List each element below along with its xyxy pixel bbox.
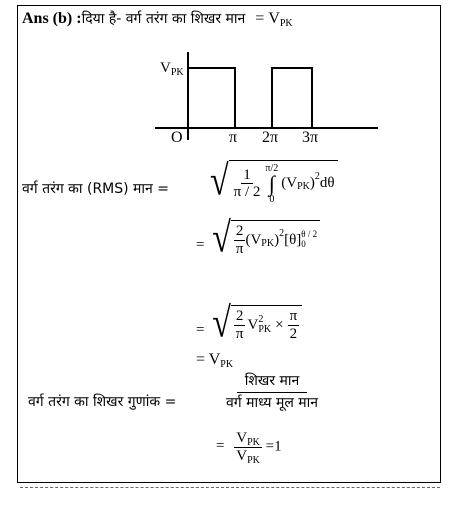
final-result: = $\frac{V_{PK}}{V_{PK}}$ =1	[216, 430, 282, 466]
integral: π/2 ∫ 0	[265, 163, 279, 205]
pulse-1	[188, 68, 235, 128]
tick-pi: π	[229, 129, 238, 146]
step-2: = √ $\frac{2}{\pi}$ (V PK ) 2 [θ] θ / 2 0	[196, 220, 320, 257]
one-over-pi2: $\frac{1}{\pi / 2}$	[233, 166, 261, 201]
crest-fraction: $\frac{\text{शिखर मान}}{\text{वर्ग माध्य मूल मान}}$	[226, 373, 319, 412]
rms-label: वर्ग तरंग का (RMS) मान =	[22, 181, 169, 197]
crest-label: वर्ग तरंग का शिखर गुणांक =	[28, 394, 177, 410]
answer-label: Ans (b) :	[22, 10, 82, 27]
step-3: = √ $\frac{2}{\pi}$ V 2 PK × $\frac{\pi}{2}$	[196, 305, 302, 342]
step-4: = VPK	[196, 351, 234, 370]
tick-3pi: 3π	[302, 129, 319, 146]
header-equals: =	[255, 10, 265, 27]
sqrt-symbol: √	[210, 158, 229, 205]
given-text: दिया है- वर्ग तरंग का शिखर मान	[81, 11, 246, 27]
origin-label: O	[171, 129, 183, 146]
header-pk: PK	[279, 18, 293, 29]
tick-2pi: 2π	[262, 129, 279, 146]
graph-y-label	[160, 60, 184, 77]
rms-expression: √ $\frac{1}{\pi / 2}$ π/2 ∫ 0 (V PK ) 2 dθ	[210, 160, 338, 205]
header-v: V	[268, 10, 280, 27]
graph-pk: PK	[170, 67, 184, 78]
graph-v: V	[160, 60, 171, 76]
pulse-2	[272, 68, 312, 128]
bottom-divider	[20, 487, 440, 488]
